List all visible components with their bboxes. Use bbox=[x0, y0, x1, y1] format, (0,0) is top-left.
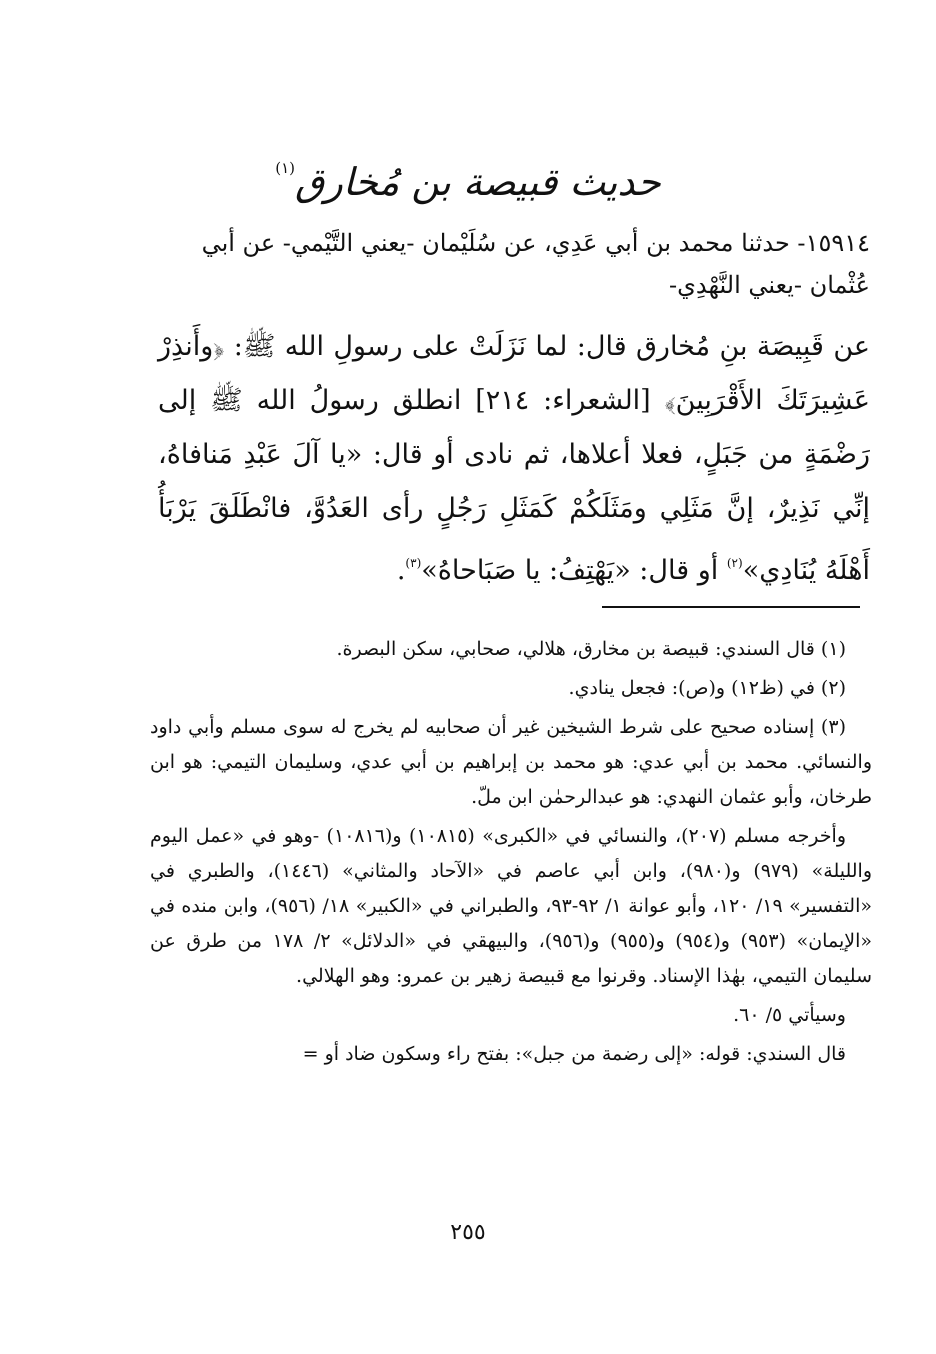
footnote-3-para-1: (٣) إسناده صحيح على شرط الشيخين غير أن صحابيه لم يخرج له سوى مسلم وأبي داود والنسائي. محمد بن أبي عدي: هو محمد بن إبراهيم بن أبي عدي، وسليمان التيمي: هو ابن طرخان، وأبو عثمان النهدي: هو عبدالرحمٰن ابن ملّ. bbox=[150, 716, 872, 808]
footnote-3-para-3: وسيأتي ٥/ ٦٠. bbox=[733, 1004, 846, 1026]
hadith-matn bbox=[158, 320, 870, 598]
matn-end: . bbox=[396, 555, 406, 586]
matn-footnote-ref-3[interactable]: (٣) bbox=[405, 556, 422, 570]
matn-footnote-ref-2[interactable]: (٢) bbox=[726, 556, 743, 570]
page-number: ٢٥٥ bbox=[450, 1220, 486, 1245]
hadith-isnad: ١٥٩١٤- حدثنا محمد بن أبي عَدِي، عن سُلَيْمان -يعني التَّيْمي- عن أبي عُثْمان -يعني النَّهْدِي- bbox=[201, 229, 870, 299]
footnote-1: (١) قال السندي: قبيصة بن مخارق، هلالي، صحابي، سكن البصرة. bbox=[336, 638, 846, 660]
footnote-divider bbox=[602, 606, 860, 608]
footnotes-section bbox=[150, 632, 872, 1076]
footnote-3-para-4: قال السندي: قوله: «إلى رضمة من جبل»: بفتح راء وسكون ضاد أو = bbox=[302, 1043, 846, 1065]
hadith-title-text: حديث قبيصة بن مُخارق bbox=[294, 160, 661, 204]
title-footnote-ref[interactable]: (١) bbox=[275, 159, 295, 177]
footnote-3-para-2: وأخرجه مسلم (٢٠٧)، والنسائي في «الكبرى» (١٠٨١٥) و(١٠٨١٦) -وهو في «عمل اليوم والليلة» (٩٧٩) و(٩٨٠)، وابن أبي عاصم في «الآحاد والمثاني» (١٤٤٦)، والطبري في «التفسير» ١٩/ ١٢٠، وأبو عوانة ١/ ٩٢-٩٣، والطبراني في «الكبير» ١٨/ (٩٥٦)، وابن منده في «الإيمان» (٩٥٣) و(٩٥٤) و(٩٥٥) و(٩٥٦)، والبيهقي في «الدلائل» ٢/ ١٧٨ من طرق عن سليمان التيمي، بهٰذا الإسناد. وقرنوا مع قبيصة زهير بن عمرو: وهو الهلالي. bbox=[150, 825, 872, 987]
matn-text-part1: عن قَبِيصَة بنِ مُخارق قال: لما نَزَلَتْ على رسولِ الله ﷺ: ﴿وأَنذِرْ عَشِيرَتَكَ الأَقْرَبِينَ﴾ [الشعراء: ٢١٤] انطلق رسولُ الله ﷺ إلى رَضْمَةٍ من جَبَلٍ، فعلا أعلاها، ثم نادى أو قال: «يا آلَ عَبْدِ مَنافاهُ، إنِّي نَذِيرٌ، إنَّ مَثَلِي ومَثَلَكُمْ كَمَثَلِ رَجُلٍ رأى العَدُوَّ، فانْطَلَقَ يَرْبَأُ أَهْلَهُ يُنَادِي» bbox=[158, 331, 870, 586]
matn-text-part2: أو قال: «يَهْتِفُ: يا صَبَاحاهُ» bbox=[421, 555, 727, 586]
footnote-2: (٢) في (ظ١٢) و(ص): فجعل ينادي. bbox=[568, 677, 846, 699]
hadith-title bbox=[200, 138, 736, 212]
